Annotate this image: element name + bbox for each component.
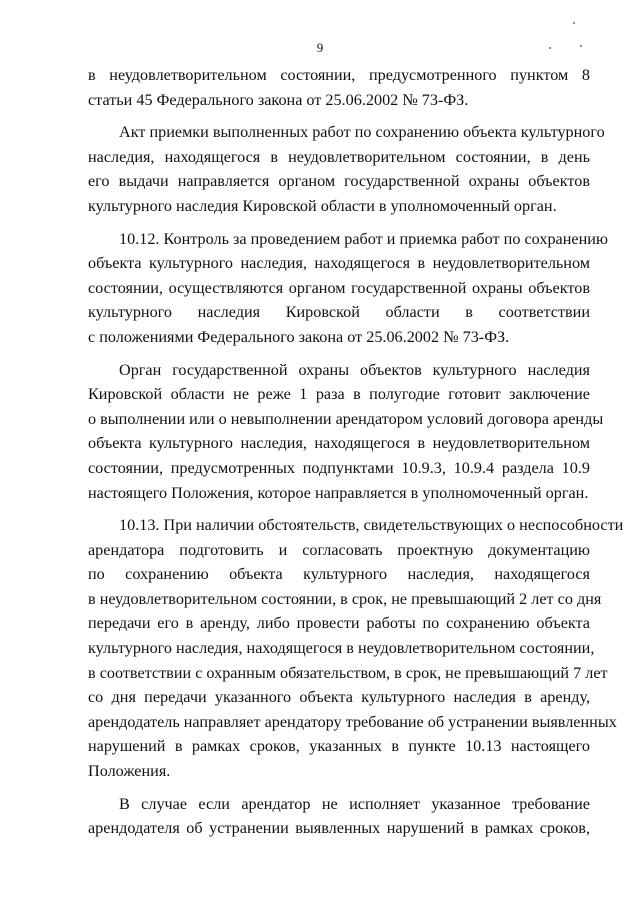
text-line: В случае если арендатор не исполняет указанное требование bbox=[119, 794, 590, 813]
text-line: состоянии, осуществляются органом государственной охраны объектов bbox=[88, 278, 590, 297]
text-line: Акт приемки выполненных работ по сохранению объекта культурного bbox=[119, 123, 605, 142]
text-line: объекта культурного наследия, находящегося в неудовлетворительном bbox=[88, 434, 590, 453]
text-line: 10.12. Контроль за проведением работ и приемка работ по сохранению bbox=[119, 229, 608, 248]
text-line: арендатора подготовить и согласовать проектную документацию bbox=[88, 540, 590, 559]
text-line: объекта культурного наследия, находящегося в неудовлетворительном bbox=[88, 254, 590, 273]
text-line: нарушений в рамках сроков, указанных в пункте 10.13 настоящего bbox=[88, 737, 590, 756]
text-line: Положения. bbox=[88, 762, 171, 781]
text-line: наследия, находящегося в неудовлетворительном состоянии, в день bbox=[88, 147, 590, 166]
text-line: Орган государственной охраны объектов культурного наследия bbox=[119, 360, 590, 379]
text-line: состоянии, предусмотренных подпунктами 10.9.3, 10.9.4 раздела 10.9 bbox=[88, 458, 590, 477]
paragraph bbox=[88, 120, 605, 218]
text-line: статьи 45 Федерального закона от 25.06.2002 № 73-ФЗ. bbox=[88, 90, 469, 109]
paragraph bbox=[88, 63, 590, 112]
text-line: со дня передачи указанного объекта культурного наследия в аренду, bbox=[88, 688, 590, 707]
text-line: настоящего Положения, которое направляется в уполномоченный орган. bbox=[88, 483, 589, 502]
scan-speck bbox=[549, 47, 551, 49]
text-line: в соответствии с охранным обязательством, в срок, не превышающий 7 лет bbox=[88, 663, 608, 682]
text-line: с положениями Федерального закона от 25.06.2002 № 73-ФЗ. bbox=[88, 327, 510, 346]
scan-speck bbox=[573, 22, 575, 24]
scan-speck bbox=[580, 45, 582, 47]
document-body bbox=[88, 63, 624, 841]
text-line: культурного наследия, находящегося в неудовлетворительном состоянии, bbox=[88, 639, 595, 658]
paragraph bbox=[88, 227, 608, 350]
text-line: по сохранению объекта культурного наследия, находящегося bbox=[88, 565, 590, 584]
text-line: его выдачи направляется органом государственной охраны объектов bbox=[88, 172, 590, 191]
text-line: культурного наследия Кировской области в соответствии bbox=[88, 303, 590, 322]
page-number: 9 bbox=[316, 40, 324, 55]
text-line: в неудовлетворительном состоянии, предусмотренного пунктом 8 bbox=[88, 66, 590, 84]
text-line: передачи его в аренду, либо провести работы по сохранению объекта bbox=[88, 614, 590, 633]
paragraph bbox=[88, 792, 590, 841]
text-line: в неудовлетворительном состоянии, в срок, не превышающий 2 лет со дня bbox=[88, 589, 602, 608]
text-line: о выполнении или о невыполнении арендатором условий договора аренды bbox=[88, 409, 604, 428]
paragraph bbox=[88, 513, 624, 784]
text-line: арендодатель направляет арендатору требование об устранении выявленных bbox=[88, 712, 617, 731]
text-line: 10.13. При наличии обстоятельств, свидетельствующих о неспособности bbox=[119, 516, 624, 535]
text-line: культурного наследия Кировской области в уполномоченный орган. bbox=[88, 196, 557, 215]
paragraph bbox=[88, 358, 604, 506]
text-line: Кировской области не реже 1 раза в полугодие готовит заключение bbox=[88, 385, 590, 404]
text-line: арендодателя об устранении выявленных нарушений в рамках сроков, bbox=[88, 819, 590, 838]
